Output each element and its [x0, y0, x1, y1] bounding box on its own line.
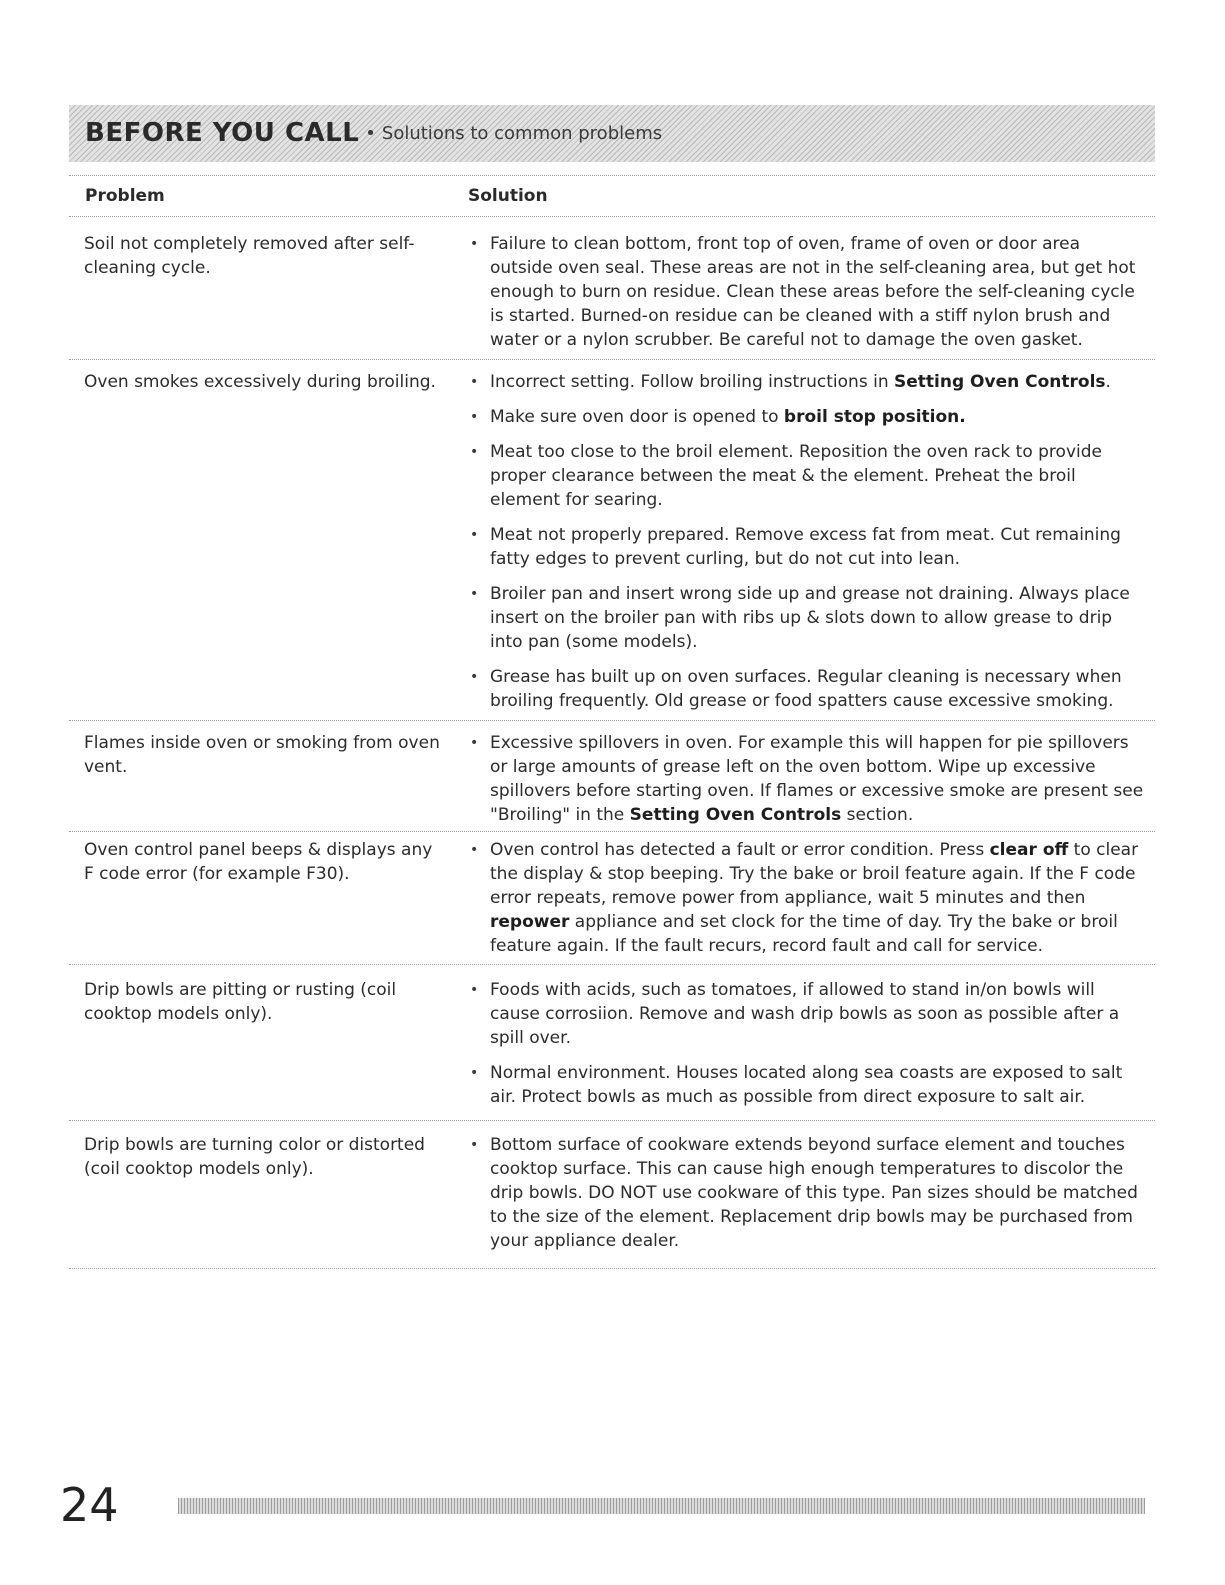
solution-item [466, 1061, 1146, 1109]
solution-text: appliance and set clock for the time of day. Try the bake or broil feature again. If the fault recurs, record fault and call for service. [490, 912, 1118, 956]
bullet-icon: • [470, 527, 479, 543]
solution-item [466, 232, 1146, 352]
banner-bullet: • [365, 123, 376, 144]
solution-text: Bottom surface of cookware extends beyond surface element and touches cooktop surface. This can cause high enough temperatures to discolor the drip bowls. DO NOT use cookware of this type. Pan sizes should be matched to the size of the element. Replacement drip bowls may be purchased from your appliance dealer. [490, 1135, 1138, 1251]
solution-item [466, 731, 1146, 827]
solution-item [466, 523, 1146, 571]
bullet-icon: • [470, 669, 479, 685]
problem-cell: Drip bowls are turning color or distorted (coil cooktop models only). [84, 1135, 425, 1179]
solution-text: Meat too close to the broil element. Reposition the oven rack to provide proper clearance between the meat & the element. Preheat the broil element for searing. [490, 442, 1102, 510]
solution-text: to clear the display & stop beeping. Try the bake or broil feature again. If the F code error repeats, remove power from appliance, wait 5 minutes and then [490, 840, 1139, 908]
table-row [69, 217, 1155, 360]
solution-item [466, 978, 1146, 1050]
table-row [69, 360, 1155, 721]
solution-list [466, 978, 1146, 1120]
solution-text: Foods with acids, such as tomatoes, if allowed to stand in/on bowls will cause corrosiion. Remove and wash drip bowls as soon as possible after a spill over. [490, 980, 1120, 1048]
table-row [69, 721, 1155, 832]
bullet-icon: • [470, 236, 479, 252]
bullet-icon: • [470, 842, 479, 858]
solution-list [466, 370, 1146, 724]
footer-rule [178, 1498, 1145, 1514]
solution-text: Excessive spillovers in oven. For example this will happen for pie spillovers or large amounts of grease left on the oven bottom. Wipe up excessive spillovers before starting oven. If flames or excessive smoke are present see "Broiling" in the [490, 733, 1144, 825]
solution-list [466, 731, 1146, 838]
solution-list [466, 232, 1146, 363]
problem-cell: Flames inside oven or smoking from oven vent. [84, 733, 440, 777]
banner-subtitle: Solutions to common problems [381, 123, 663, 144]
solution-text: Normal environment. Houses located along sea coasts are exposed to salt air. Protect bowls as much as possible from direct exposure to salt air. [490, 1063, 1123, 1107]
bullet-icon: • [470, 374, 479, 390]
solution-item [466, 665, 1146, 713]
problem-column-header: Problem [85, 186, 165, 206]
solution-item [466, 582, 1146, 654]
solution-text: Meat not properly prepared. Remove excess fat from meat. Cut remaining fatty edges to prevent curling, but do not cut into lean. [490, 525, 1121, 569]
table-row [69, 965, 1155, 1121]
solution-text: Oven control has detected a fault or error condition. Press [490, 840, 990, 860]
solution-text: Grease has built up on oven surfaces. Regular cleaning is necessary when broiling frequently. Old grease or food spatters cause excessive smoking. [490, 667, 1122, 711]
bullet-icon: • [470, 444, 479, 460]
solution-text: Make sure oven door is opened to [490, 407, 784, 427]
solution-emphasis: broil stop position. [783, 407, 966, 427]
solution-item [466, 838, 1146, 958]
bullet-icon: • [470, 409, 479, 425]
table-row [69, 832, 1155, 965]
problem-cell: Oven control panel beeps & displays any F code error (for example F30). [84, 840, 433, 884]
solution-item [466, 1133, 1146, 1253]
solution-text: Failure to clean bottom, front top of oven, frame of oven or door area outside oven seal. These areas are not in the self-cleaning area, but get hot enough to burn on residue. Clean these areas before the self-cleaning cycle is started. Burned-on residue can be cleaned with a stiff nylon brush and water or a nylon scrubber. Be careful not to damage the oven gasket. [490, 234, 1136, 350]
bullet-icon: • [470, 1137, 479, 1153]
solution-list [466, 838, 1146, 969]
solution-text: Incorrect setting. Follow broiling instructions in [490, 372, 894, 392]
solution-emphasis: repower [490, 912, 570, 932]
solution-text: section. [841, 805, 914, 825]
table-row [69, 1121, 1155, 1269]
bullet-icon: • [470, 735, 479, 751]
solution-emphasis: clear off [989, 840, 1069, 860]
solution-list [466, 1133, 1146, 1264]
solution-item [466, 370, 1146, 394]
problem-cell: Drip bowls are pitting or rusting (coil cooktop models only). [84, 980, 397, 1024]
page-number: 24 [60, 1478, 119, 1532]
solution-emphasis: Setting Oven Controls [629, 805, 842, 825]
solution-text: Broiler pan and insert wrong side up and grease not draining. Always place insert on the broiler pan with ribs up & slots down to allow grease to drip into pan (some models). [490, 584, 1130, 652]
bullet-icon: • [470, 586, 479, 602]
bullet-icon: • [470, 1065, 479, 1081]
solution-emphasis: Setting Oven Controls [894, 372, 1106, 392]
table-header [69, 175, 1155, 217]
solution-column-header: Solution [468, 186, 548, 206]
solution-text: . [1105, 372, 1111, 392]
problem-cell: Soil not completely removed after self-cleaning cycle. [84, 234, 415, 278]
banner-title: BEFORE YOU CALL [85, 118, 360, 148]
problem-cell: Oven smokes excessively during broiling. [84, 372, 436, 392]
solution-item [466, 405, 1146, 429]
solution-item [466, 440, 1146, 512]
section-banner [69, 105, 1155, 162]
bullet-icon: • [470, 982, 479, 998]
